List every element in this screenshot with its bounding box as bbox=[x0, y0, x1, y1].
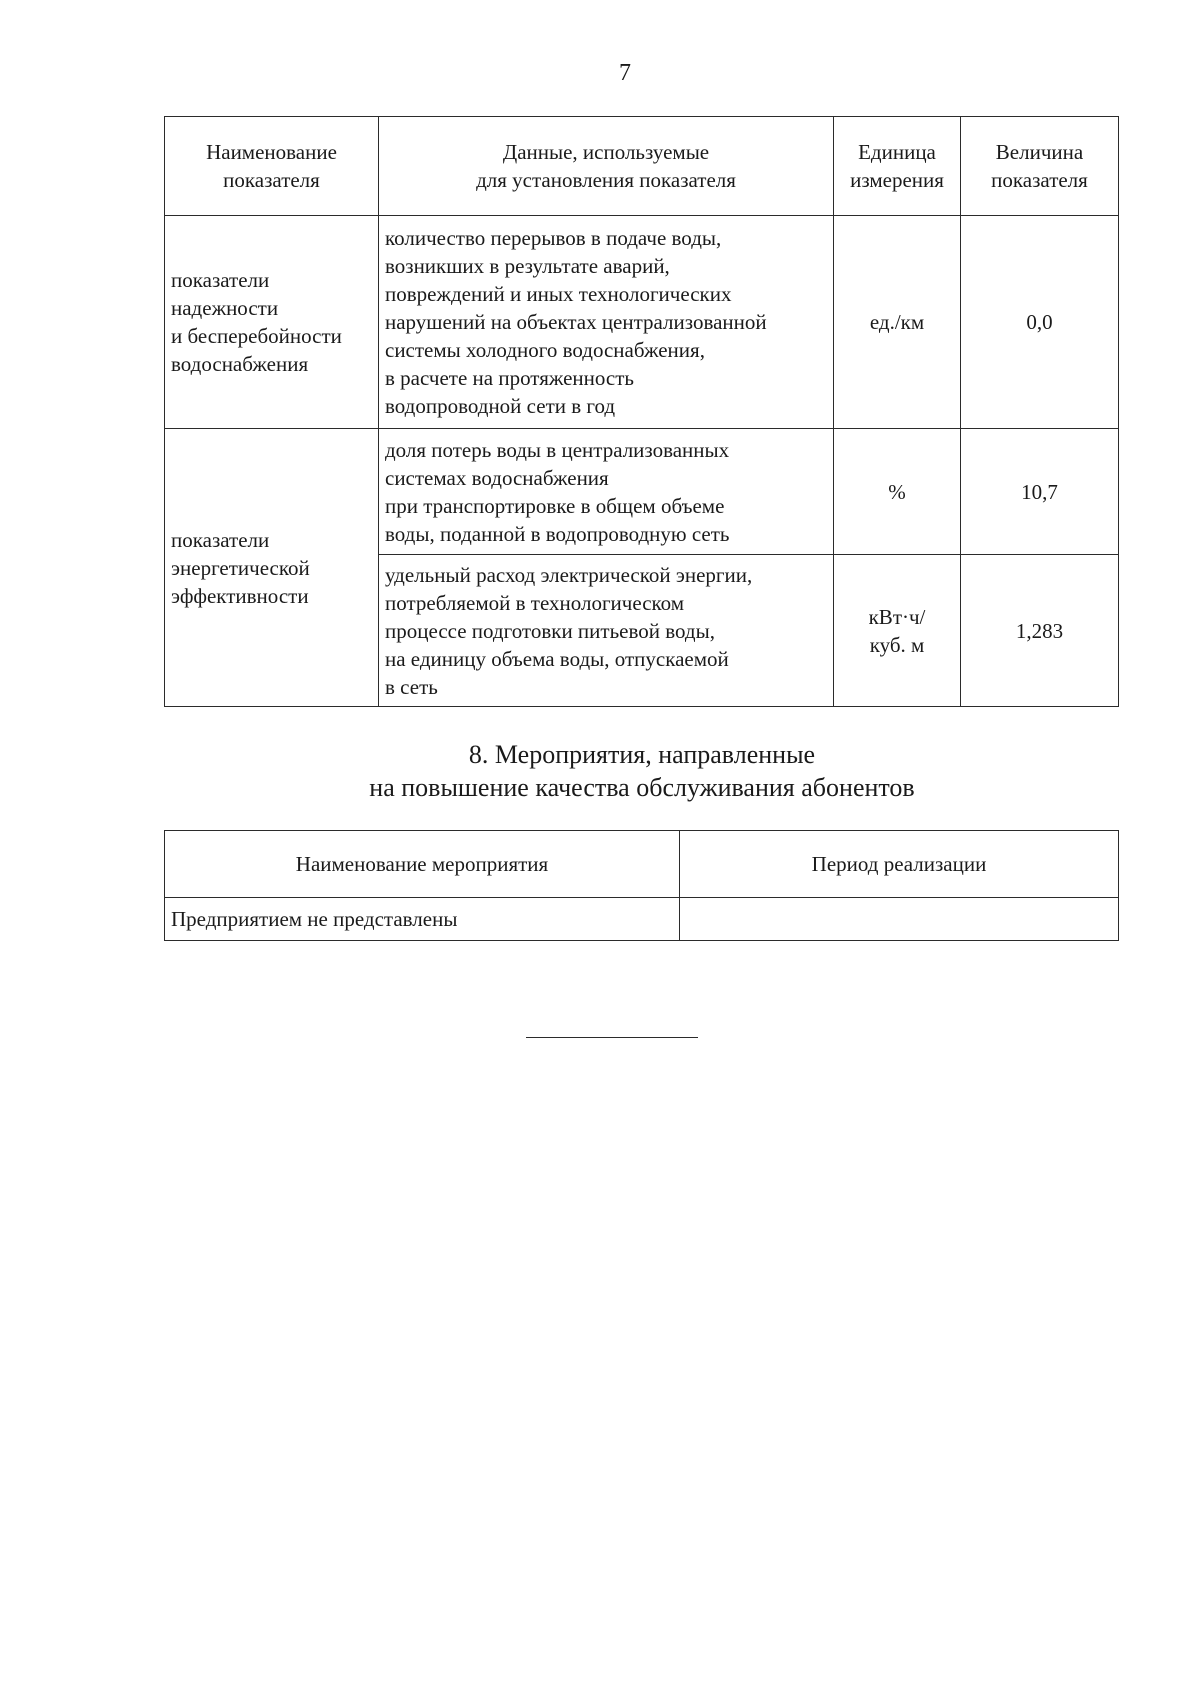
header-value: Величина показателя bbox=[961, 117, 1119, 216]
unit-cell: ед./км bbox=[834, 216, 961, 429]
header-measure-name: Наименование мероприятия bbox=[165, 831, 680, 898]
section-title-line-2: на повышение качества обслуживания абонентов bbox=[369, 773, 915, 802]
implementation-period-cell bbox=[680, 898, 1119, 941]
end-of-document-rule bbox=[526, 1037, 698, 1038]
unit-cell: % bbox=[834, 429, 961, 555]
measures-table bbox=[164, 830, 1119, 941]
table-row bbox=[165, 429, 1119, 555]
header-unit: Единица измерения bbox=[834, 117, 961, 216]
source-data-cell: удельный расход электрической энергии, потребляемой в технологическом процессе подготовки питьевой воды, на единицу объема воды, отпускаемой в сеть bbox=[379, 555, 834, 707]
measure-name-cell: Предприятием не представлены bbox=[165, 898, 680, 941]
table-row bbox=[165, 898, 1119, 941]
value-cell: 0,0 bbox=[961, 216, 1119, 429]
group-name-reliability: показатели надежности и бесперебойности водоснабжения bbox=[165, 216, 379, 429]
table-header-row bbox=[165, 117, 1119, 216]
indicators-table bbox=[164, 116, 1119, 707]
section-title bbox=[0, 738, 1200, 804]
source-data-cell: количество перерывов в подаче воды, возникших в результате аварий, повреждений и иных технологических нарушений на объектах централизованной системы холодного водоснабжения, в расчете на протяженность водопроводной сети в год bbox=[379, 216, 834, 429]
header-indicator-name: Наименование показателя bbox=[165, 117, 379, 216]
header-implementation-period: Период реализации bbox=[680, 831, 1119, 898]
value-cell: 1,283 bbox=[961, 555, 1119, 707]
section-title-line-1: 8. Мероприятия, направленные bbox=[468, 740, 816, 769]
header-source-data: Данные, используемые для установления показателя bbox=[379, 117, 834, 216]
group-name-energy-efficiency: показатели энергетической эффективности bbox=[165, 429, 379, 707]
table-row bbox=[165, 216, 1119, 429]
table-header-row bbox=[165, 831, 1119, 898]
page-number: 7 bbox=[619, 60, 631, 86]
source-data-cell: доля потерь воды в централизованных системах водоснабжения при транспортировке в общем объеме воды, поданной в водопроводную сеть bbox=[379, 429, 834, 555]
value-cell: 10,7 bbox=[961, 429, 1119, 555]
unit-cell: кВт·ч/ куб. м bbox=[834, 555, 961, 707]
